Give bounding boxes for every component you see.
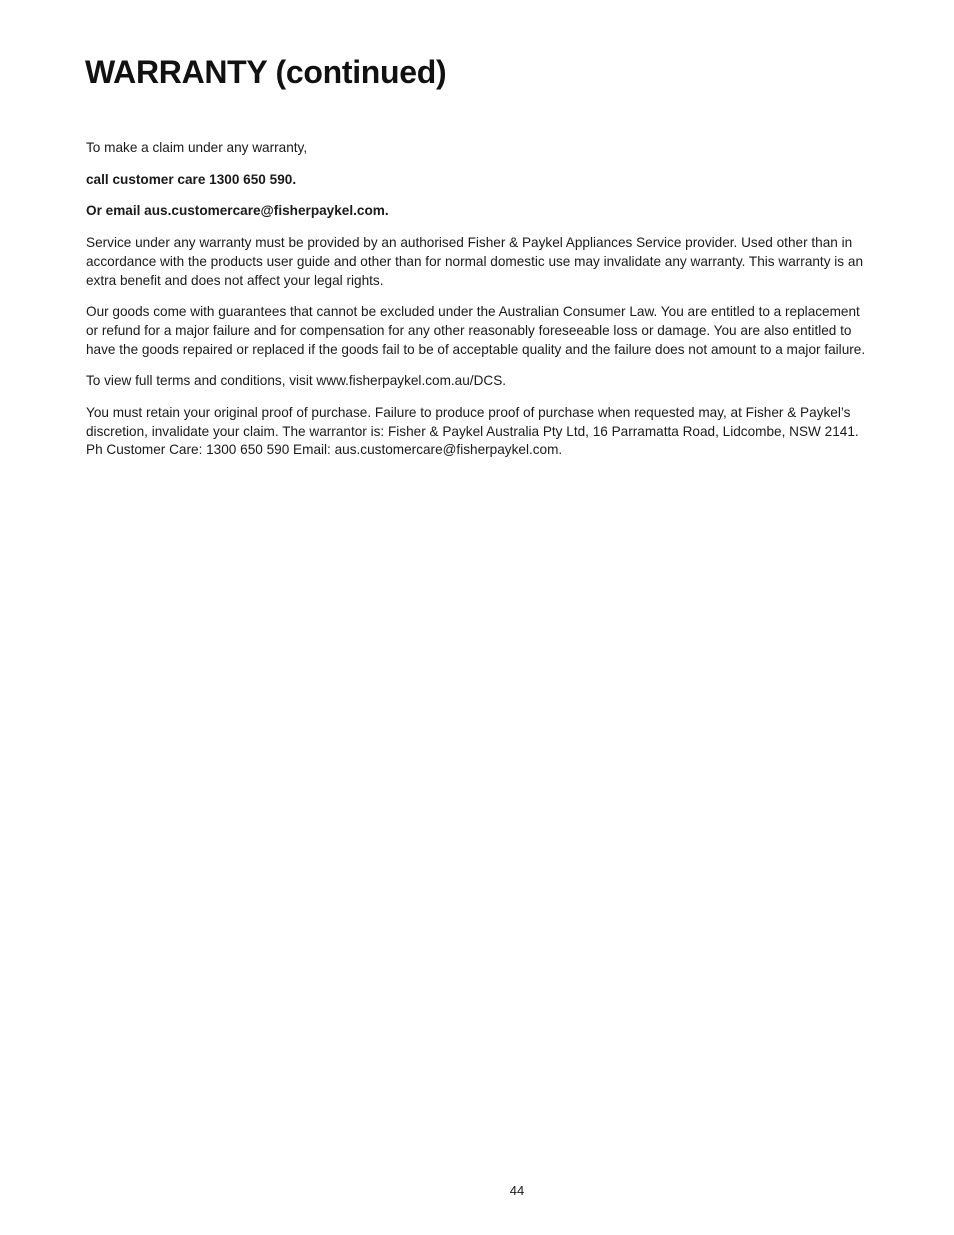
page-number: 44 <box>509 1183 525 1198</box>
claim-intro-paragraph: To make a claim under any warranty, <box>86 140 308 155</box>
service-terms-paragraph: Service under any warranty must be provided by an authorised Fisher & Paykel Appliances Service provider. Used other than in accordance with the products user guide and other than for normal domestic use may invalidate any warranty. This warranty is an extra benefit and does not affect your legal rights. <box>86 235 864 288</box>
consumer-law-paragraph: Our goods come with guarantees that cannot be excluded under the Australian Consumer Law. You are entitled to a replacement or refund for a major failure and for compensation for any other reasonably foreseeable loss or damage. You are also entitled to have the goods repaired or replaced if the goods fail to be of acceptable quality and the failure does not amount to a major failure. <box>86 304 866 357</box>
page-title: WARRANTY (continued) <box>85 54 447 90</box>
full-terms-paragraph: To view full terms and conditions, visit www.fisherpaykel.com.au/DCS. <box>86 373 507 389</box>
customer-care-phone-paragraph: call customer care 1300 650 590. <box>86 171 297 187</box>
warranty-body <box>86 139 868 473</box>
customer-care-email-paragraph: Or email aus.customercare@fisherpaykel.com. <box>86 203 389 219</box>
proof-of-purchase-paragraph: You must retain your original proof of purchase. Failure to produce proof of purchase when requested may, at Fisher & Paykel’s discretion, invalidate your claim. The warrantor is: Fisher & Paykel Australia Pty Ltd, 16 Parramatta Road, Lidcombe, NSW 2141. Ph Customer Care: 1300 650 590 Email: aus.customercare@fisherpaykel.com. <box>86 405 859 458</box>
